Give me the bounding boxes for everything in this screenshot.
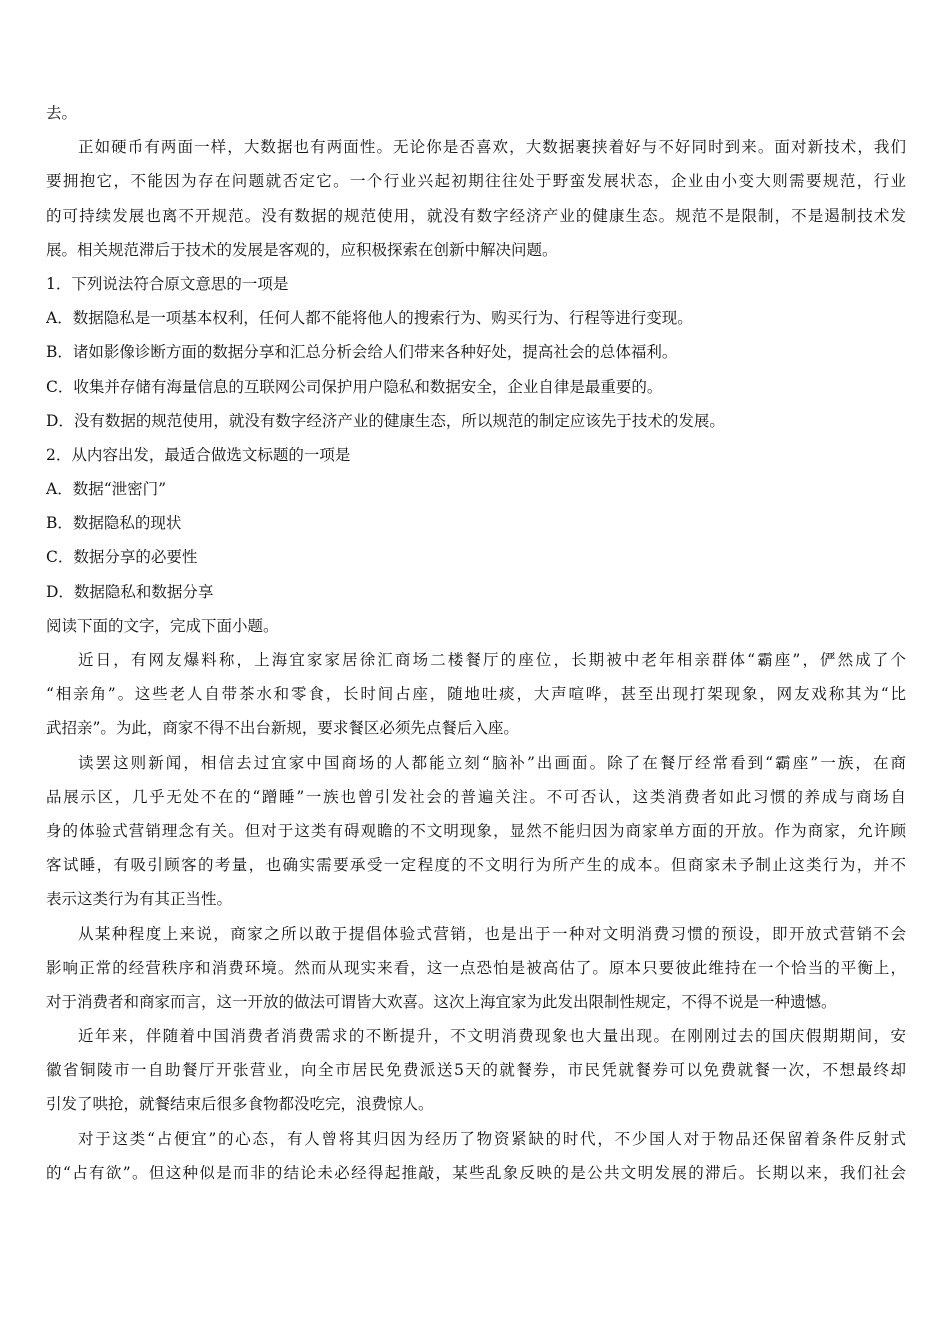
text-line: 的“占有欲”。但这种似是而非的结论未必经得起推敲，某些乱象反映的是公共文明发展的滞后。长期以来，我们社会 [46,1163,906,1182]
question-1-option-d: D．没有数据的规范使用，就没有数字经济产业的健康生态，所以规范的制定应该先于技术的发展。 [46,411,725,430]
text-line: 影响正常的经营秩序和消费环境。然而从现实来看，这一点恐怕是被高估了。原本只要彼此维持在一个恰当的平衡上， [46,958,906,977]
question-2-option-d: D．数据隐私和数据分享 [46,582,214,601]
text-line: 客试睡，有吸引顾客的考量，也确实需要承受一定程度的不文明行为所产生的成本。但商家未予制止这类行为，并不 [46,856,906,875]
text-line: 对于这类“占便宜”的心态，有人曾将其归因为经历了物资紧缺的时代，不少国人对于物品还保留着条件反射式 [78,1129,906,1148]
text-line: 要拥抱它，不能因为存在问题就否定它。一个行业兴起初期往往处于野蛮发展状态，企业由小变大则需要规范，行业 [46,172,906,191]
document-body [46,96,906,1190]
text-line: 从某种程度上来说，商家之所以敢于提倡体验式营销，也是出于一种对文明消费习惯的预设，即开放式营销不会 [78,924,906,943]
text-line: 品展示区，几乎无处不在的“蹭睡”一族也曾引发社会的普遍关注。不可否认，这类消费者如此习惯的养成与商场自 [46,787,906,806]
text-line: 引发了哄抢，就餐结束后很多食物都没吃完，浪费惊人。 [46,1095,434,1114]
text-line: 近日，有网友爆料称，上海宜家家居徐汇商场二楼餐厅的座位，长期被中老年相亲群体“霸座”，俨然成了个 [78,651,906,669]
question-2-option-c: C．数据分享的必要性 [46,548,198,567]
text-line: 徽省铜陵市一自助餐厅开张营业，向全市居民免费派送5天的就餐券，市民凭就餐券可以免费就餐一次，不想最终却 [46,1061,906,1080]
text-line: “相亲角”。这些老人自带茶水和零食，长时间占座，随地吐痰，大声喧哗，甚至出现打架现象，网友戏称其为“比 [46,685,906,704]
text-line: 读罢这则新闻，相信去过宜家中国商场的人都能立刻“脑补”出画面。除了在餐厅经常看到“霸座”一族，在商 [78,753,906,772]
text-line: 展。相关规范滞后于技术的发展是客观的，应积极探索在创新中解决问题。 [46,240,558,259]
question-2-option-b: B．数据隐私的现状 [46,514,182,533]
reading-instruction: 阅读下面的文字，完成下面小题。 [46,616,279,635]
text-line: 正如硬币有两面一样，大数据也有两面性。无论你是否喜欢，大数据裹挟着好与不好同时到来。面对新技术，我们 [78,138,906,157]
text-line: 武招亲”。为此，商家不得不出台新规，要求餐区必须先点餐后入座。 [46,719,519,738]
question-1-option-a: A．数据隐私是一项基本权利，任何人都不能将他人的搜索行为、购买行为、行程等进行变现。 [46,309,693,328]
text-line: 身的体验式营销理念有关。但对于这类有碍观瞻的不文明现象，显然不能归因为商家单方面的开放。作为商家，允许顾 [46,821,906,840]
question-1-stem: 1．下列说法符合原文意思的一项是 [46,274,289,293]
text-line: 的可持续发展也离不开规范。没有数据的规范使用，就没有数字经济产业的健康生态。规范不是限制，不是遏制技术发 [46,206,906,225]
text-line: 表示这类行为有其正当性。 [46,890,233,909]
question-2-option-a: A．数据“泄密门” [46,480,167,499]
question-1-option-c: C．收集并存储有海量信息的互联网公司保护用户隐私和数据安全，企业自律是最重要的。 [46,377,663,396]
text-line: 近年来，伴随着中国消费者消费需求的不断提升，不文明消费现象也大量出现。在刚刚过去的国庆假期期间，安 [78,1027,906,1046]
text-line: 对于消费者和商家而言，这一开放的做法可谓皆大欢喜。这次上海宜家为此发出限制性规定，不得不说是一种遗憾。 [46,992,837,1011]
question-2-stem: 2．从内容出发，最适合做选文标题的一项是 [46,445,351,464]
text-line: 去。 [46,104,78,122]
question-1-option-b: B．诸如影像诊断方面的数据分享和汇总分析会给人们带来各种好处，提高社会的总体福利。 [46,343,678,362]
